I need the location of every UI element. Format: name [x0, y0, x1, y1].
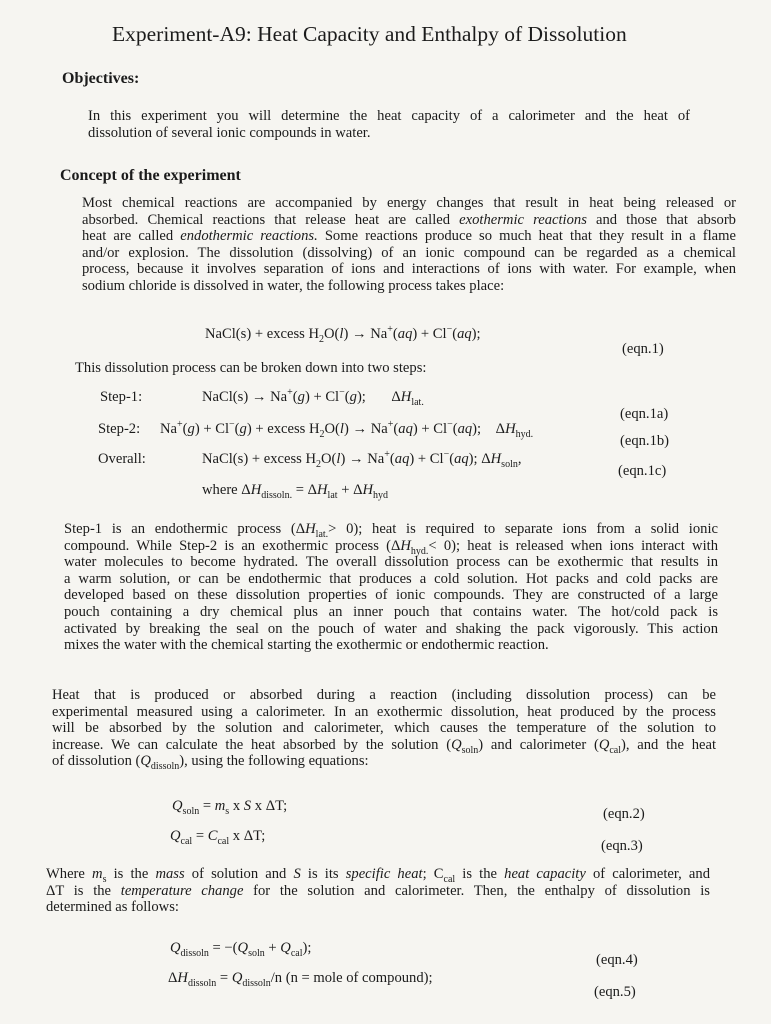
equation-2-label: (eqn.2)	[603, 806, 645, 822]
step-1-equation: NaCl(s) → Na+(g) + Cl−(g); $\Delta H_{lat.}$	[202, 387, 424, 408]
equation-5-label: (eqn.5)	[594, 984, 636, 1000]
paragraph-line: Heat that is produced or absorbed during a reaction (including dissolution process) can be	[52, 687, 716, 703]
concept-paragraph-1	[82, 195, 736, 295]
paragraph-line: and/or explosion. The dissolution (dissolving) of an ionic compound can be regarded as a chemical	[82, 244, 736, 261]
overall-label: Overall:	[98, 451, 146, 467]
paragraph-line: activated by breaking the seal on the pouch of water and shaking the pack vigorously. This action	[64, 620, 718, 637]
paragraph-line: Where $m_s$ is the mass of solution and S is its specific heat; $C_{cal}$ is the heat capacity of calorimeter, and	[46, 866, 710, 885]
step-1-eqn-label: (eqn.1a)	[620, 406, 669, 422]
equation-5: $\Delta H_{dissoln} = Q_{dissoln}/n$ (n = mole of compound);	[168, 970, 433, 989]
paragraph-line: increase. We can calculate the heat absorbed by the solution $(Q_{soln})$ and calorimeter $(Q_{cal})$, and the heat	[52, 736, 717, 756]
paragraph-line: mixes the water with the chemical starting the exothermic or endothermic reaction.	[64, 637, 549, 654]
equation-4: $Q_{dissoln} = -(Q_{soln} + Q_{cal})$;	[170, 940, 312, 959]
page-title: Experiment-A9: Heat Capacity and Enthalpy of Dissolution	[112, 22, 627, 46]
step-2-eqn-label: (eqn.1b)	[620, 433, 670, 449]
paragraph-line: a warm solution, or can be endothermic that produces a cold solution. Hot packs and cold packs are	[64, 570, 718, 587]
equation-3-label: (eqn.3)	[601, 838, 643, 854]
equation-3: $Q_{cal} = C_{cal}$ x ΔT;	[170, 828, 266, 847]
paragraph-line: will be absorbed by the solution and calorimeter, which causes the temperature of the solution to	[52, 720, 716, 737]
paragraph-line: heat are called endothermic reactions. Some reactions produce so much heat that they result in a flame	[82, 228, 736, 245]
where-equation: where $\Delta H_{dissoln.} = \Delta H_{lat} + \Delta H_{hyd}$	[202, 482, 389, 501]
objectives-line: dissolution of several ionic compounds in water.	[88, 124, 371, 141]
paragraph-line: Most chemical reactions are accompanied by energy changes that result in heat being released or	[82, 195, 736, 211]
paragraph-line: absorbed. Chemical reactions that release heat are called exothermic reactions and those that absorb	[82, 211, 736, 228]
paragraph-line: process, because it involves separation of ions and interactions of ions with water. For example, when	[82, 261, 736, 278]
paragraph-line: compound. While Step-2 is an exothermic process $(\Delta H_{hyd.}< 0)$; heat is released when ions interact with	[64, 537, 718, 557]
paragraph-line: sodium chloride is dissolved in water, the following process takes place:	[82, 277, 505, 294]
paragraph-line: of dissolution $(Q_{dissoln})$, using the following equations:	[52, 753, 369, 773]
step-1-label: Step-1:	[100, 389, 143, 405]
paragraph-line: developed based on these dissolution properties of ionic compounds. They are constructed of a large	[64, 587, 718, 604]
paragraph-line: Step-1 is an endothermic process $(\Delta H_{lat.}> 0)$; heat is required to separate ions from a solid ionic	[64, 521, 718, 540]
breakdown-text: This dissolution process can be broken down into two steps:	[75, 360, 427, 376]
objectives-text	[88, 108, 690, 141]
paragraph-line: ΔT is the temperature change for the solution and calorimeter. Then, the enthalpy of dissolution is	[46, 882, 710, 899]
equation-1-label: (eqn.1)	[622, 341, 664, 357]
concept-paragraph-4	[46, 866, 710, 916]
overall-equation: NaCl(s) + excess $H_2O(l) \to Na^+(aq) + Cl^-(aq)$; $\Delta H_{soln}$,	[202, 449, 522, 470]
equation-2: $Q_{soln} = m_s$ x S x ΔT;	[172, 798, 288, 817]
concept-paragraph-3	[52, 687, 717, 773]
paragraph-line: water molecules to become hydrated. The overall dissolution process can be exothermic that results in	[64, 554, 718, 571]
overall-eqn-label: (eqn.1c)	[618, 463, 667, 479]
equation-1: NaCl(s) + excess $H_2O(l) \to Na^+(aq) + Cl^-(aq)$;	[205, 324, 481, 345]
objectives-heading: Objectives:	[62, 70, 140, 87]
concept-paragraph-2	[64, 521, 718, 654]
concept-heading: Concept of the experiment	[60, 167, 241, 184]
step-2-equation: Na+(g) + Cl−(g) + excess $H_2O(l) \to Na^+(aq) + Cl^-(aq)$; $\Delta H_{hyd.}$	[160, 419, 534, 440]
objectives-line: In this experiment you will determine the heat capacity of a calorimeter and the heat of	[88, 108, 690, 124]
step-2-label: Step-2:	[98, 421, 141, 437]
paragraph-line: determined as follows:	[46, 899, 179, 916]
equation-4-label: (eqn.4)	[596, 952, 638, 968]
paragraph-line: experimental measured using a calorimeter. In an exothermic dissolution, heat produced by the process	[52, 703, 716, 720]
paragraph-line: pouch containing a dry chemical plus an inner pouch that contains water. The hot/cold pack is	[64, 603, 718, 620]
